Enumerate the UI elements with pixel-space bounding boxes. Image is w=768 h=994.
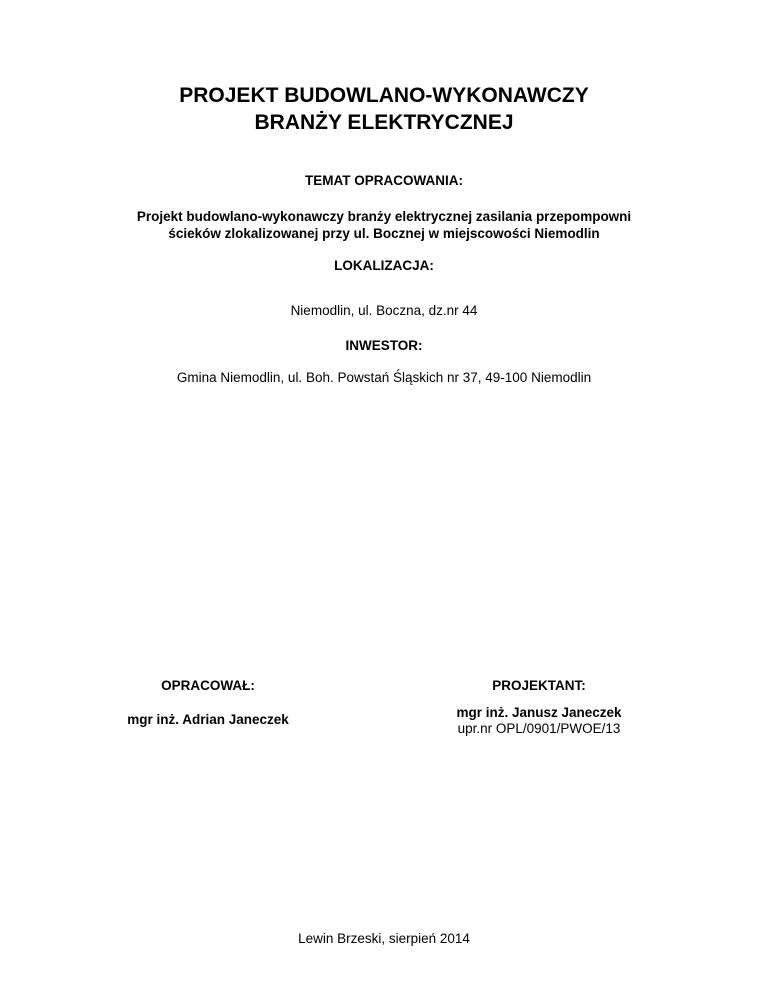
prepared-by-name-block [58, 712, 358, 727]
prepared-by-block [58, 678, 358, 693]
designer-name: mgr inż. Janusz Janeczek [456, 705, 622, 720]
designer-block [389, 678, 689, 693]
title-line-2: BRANŻY ELEKTRYCZNEJ [254, 111, 514, 134]
investor-text: Gmina Niemodlin, ul. Boh. Powstań Śląskich nr 37, 49-100 Niemodlin [176, 370, 592, 385]
designer-license: upr.nr OPL/0901/PWOE/13 [457, 721, 621, 736]
subject-heading: TEMAT OPRACOWANIA: [305, 173, 463, 188]
subject-text [0, 208, 768, 242]
location-text: Niemodlin, ul. Boczna, dz.nr 44 [290, 303, 478, 318]
document-title [0, 82, 768, 136]
subject-line-2: ścieków zlokalizowanej przy ul. Bocznej w miejscowości Niemodlin [168, 226, 600, 241]
footer-place-date: Lewin Brzeski, sierpień 2014 [298, 931, 470, 946]
prepared-by-name: mgr inż. Adrian Janeczek [127, 712, 289, 727]
designer-heading: PROJEKTANT: [492, 678, 586, 693]
investor-heading: INWESTOR: [345, 338, 423, 353]
subject-line-1: Projekt budowlano-wykonawczy branży elektrycznej zasilania przepompowni [136, 209, 632, 224]
location-heading: LOKALIZACJA: [334, 258, 434, 273]
prepared-by-heading: OPRACOWAŁ: [161, 678, 255, 693]
designer-details-block [389, 705, 689, 737]
title-line-1: PROJEKT BUDOWLANO-WYKONAWCZY [179, 84, 589, 107]
